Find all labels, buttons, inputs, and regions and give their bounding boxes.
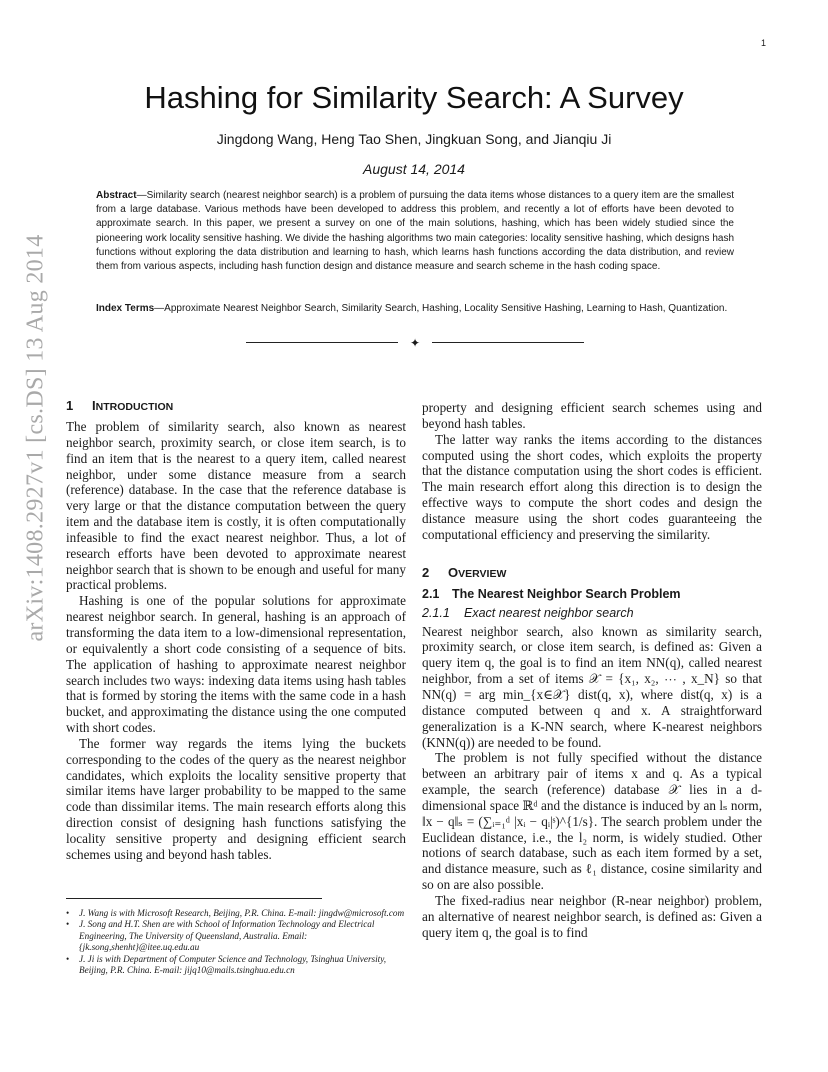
publication-date: August 14, 2014 <box>363 161 465 177</box>
subsection-2-1-heading <box>422 586 762 602</box>
divider-rule-left <box>246 342 398 343</box>
section-1-heading <box>66 398 406 415</box>
overview-paragraph: Nearest neighbor search, also known as similarity search, proximity search, or close item search, is defined as: Given a query item q, the goal is to find an item NN(q), called nearest neighbor, from a set of items 𝒳 = {x₁, x₂, ⋯ , x_N} so that NN(q) = arg min_{x∈𝒳} dist(q, x), where dist(q, x) is a distance computed between q and x. A straightforward generalization is a K-NN search, where K-nearest neighbors (KNN(q)) are needed to be found. <box>422 623 762 750</box>
section-1-number: 1 <box>66 398 74 413</box>
section-2-number: 2 <box>422 564 430 580</box>
footnote-item: • J. Ji is with Department of Computer Science and Technology, Tsinghua University, Beijing, P.R. China. E-mail: jijq10@mails.tsinghua.edu.cn <box>66 954 408 977</box>
section-1-title-initial: I <box>92 398 96 413</box>
abstract <box>96 189 734 274</box>
footnote-rule <box>66 898 322 899</box>
index-terms-text: —Approximate Nearest Neighbor Search, Similarity Search, Hashing, Locality Sensitive Hashing, Learning to Hash, Quantization. <box>154 303 728 314</box>
paper-title: Hashing for Similarity Search: A Survey <box>144 80 684 115</box>
section-2-heading <box>422 565 762 582</box>
left-column <box>66 398 406 862</box>
subsection-2-1-number: 2.1 <box>422 586 440 601</box>
section-2-title-initial: O <box>448 564 459 580</box>
intro-paragraph-continued: property and designing efficient search schemes using and beyond hash tables. <box>422 400 762 431</box>
overview-paragraph: The problem is not fully specified without the distance between an arbitrary pair of items x and q. As a typical example, the search (reference) database 𝒳 lies in a d-dimensional space ℝᵈ and the distance is induced by an lₛ norm, ‖x − q‖ₛ = (∑ᵢ₌₁ᵈ |xᵢ − qᵢ|ˢ)^{1/s}. The search problem under the Euclidean distance, i.e., the l₂ norm, is widely studied. Other notions of search database, such as each item formed by a set, and distance measure, such as ℓ₁ distance, cosine similarity and so on are also possible. <box>422 750 762 893</box>
intro-paragraph: Hashing is one of the popular solutions for approximate nearest neighbor search. In general, hashing is an approach of transforming the data item to a low-dimensional representation, or equivalently a short code consisting of a sequence of bits. The application of hashing to approximate nearest neighbor search includes two ways: indexing data items using hash tables that is formed by storing the items with the same code in a hash bucket, and approximating the distance using the one computed with short codes. <box>66 593 406 736</box>
intro-paragraph: The problem of similarity search, also known as nearest neighbor search, proximity search, or close item search, is to find an item that is the nearest to a query item, called nearest neighbor, under some distance measure from a search (reference) database. In the case that the reference database is very large or that the distance computation between the query item and the database item is costly, it is often computationally infeasible to find the exact nearest neighbor. Thus, a lot of research efforts have been devoted to approximate nearest neighbor search that is shown to be enough and useful for many practical problems. <box>66 419 406 593</box>
section-1-title-rest: NTRODUCTION <box>95 401 174 413</box>
arxiv-stamp: arXiv:1408.2927v1 [cs.DS] 13 Aug 2014 <box>22 234 49 642</box>
footnote-item: • J. Song and H.T. Shen are with School of Information Technology and Electrical Engineering, The University of Queensland, Australia. Email:{jk.song,shenht}@itee.uq.edu.au <box>66 919 408 953</box>
section-2-title-rest: VERVIEW <box>458 567 507 580</box>
divider-rule-right <box>432 342 584 343</box>
subsubsection-2-1-1-title: Exact nearest neighbor search <box>464 605 634 620</box>
subsubsection-2-1-1-number: 2.1.1 <box>422 605 450 620</box>
index-terms <box>96 302 734 316</box>
right-column <box>422 400 762 940</box>
section-divider <box>246 336 584 350</box>
footnote-item: • J. Wang is with Microsoft Research, Beijing, P.R. China. E-mail: jingdw@microsoft.com <box>66 908 408 919</box>
abstract-label: Abstract <box>96 190 137 201</box>
index-terms-label: Index Terms <box>96 303 155 314</box>
intro-paragraph: The latter way ranks the items according to the distances computed using the short codes, which exploits the property that the distance computation using the short codes is efficient. The main research effort along this direction is to design the effective ways to compute the short codes and design the distance measure using the short codes guaranteeing the computational efficiency and preserving the similarity. <box>422 431 762 542</box>
subsection-2-1-title: The Nearest Neighbor Search Problem <box>452 586 681 601</box>
abstract-text: —Similarity search (nearest neighbor search) is a problem of pursuing the data items whose distances to a query item are the smallest from a large database. Various methods have been developed to address this problem, and recently a lot of efforts have been devoted to approximate search. In this paper, we present a survey on one of the main solutions, hashing, which has been widely studied since the pioneering work locality sensitive hashing. We divide the hashing algorithms two main categories: locality sensitive hashing, which designs hash functions without exploring the data distribution and learning to hash, which learns hash functions according the data distribution, and review them from various aspects, including hash function design and distance measure and search scheme in the hash coding space. <box>96 190 734 273</box>
author-footnotes <box>66 908 408 976</box>
divider-diamond-icon: ✦ <box>409 336 421 350</box>
page-number: 1 <box>760 38 766 48</box>
overview-paragraph: The fixed-radius near neighbor (R-near neighbor) problem, an alternative of nearest neighbor search, is defined as: Given a query item q, the goal is to find <box>422 892 762 940</box>
author-list: Jingdong Wang, Heng Tao Shen, Jingkuan Song, and Jianqiu Ji <box>216 131 612 147</box>
intro-paragraph: The former way regards the items lying the buckets corresponding to the codes of the query as the nearest neighbor candidates, which exploits the locality sensitive property that similar items have larger probability to be mapped to the same code than dissimilar items. The main research efforts along this direction consist of designing hash functions satisfying the locality sensitive property and designing efficient search schemes using and beyond hash tables. <box>66 735 406 862</box>
subsubsection-2-1-1-heading <box>422 605 762 621</box>
